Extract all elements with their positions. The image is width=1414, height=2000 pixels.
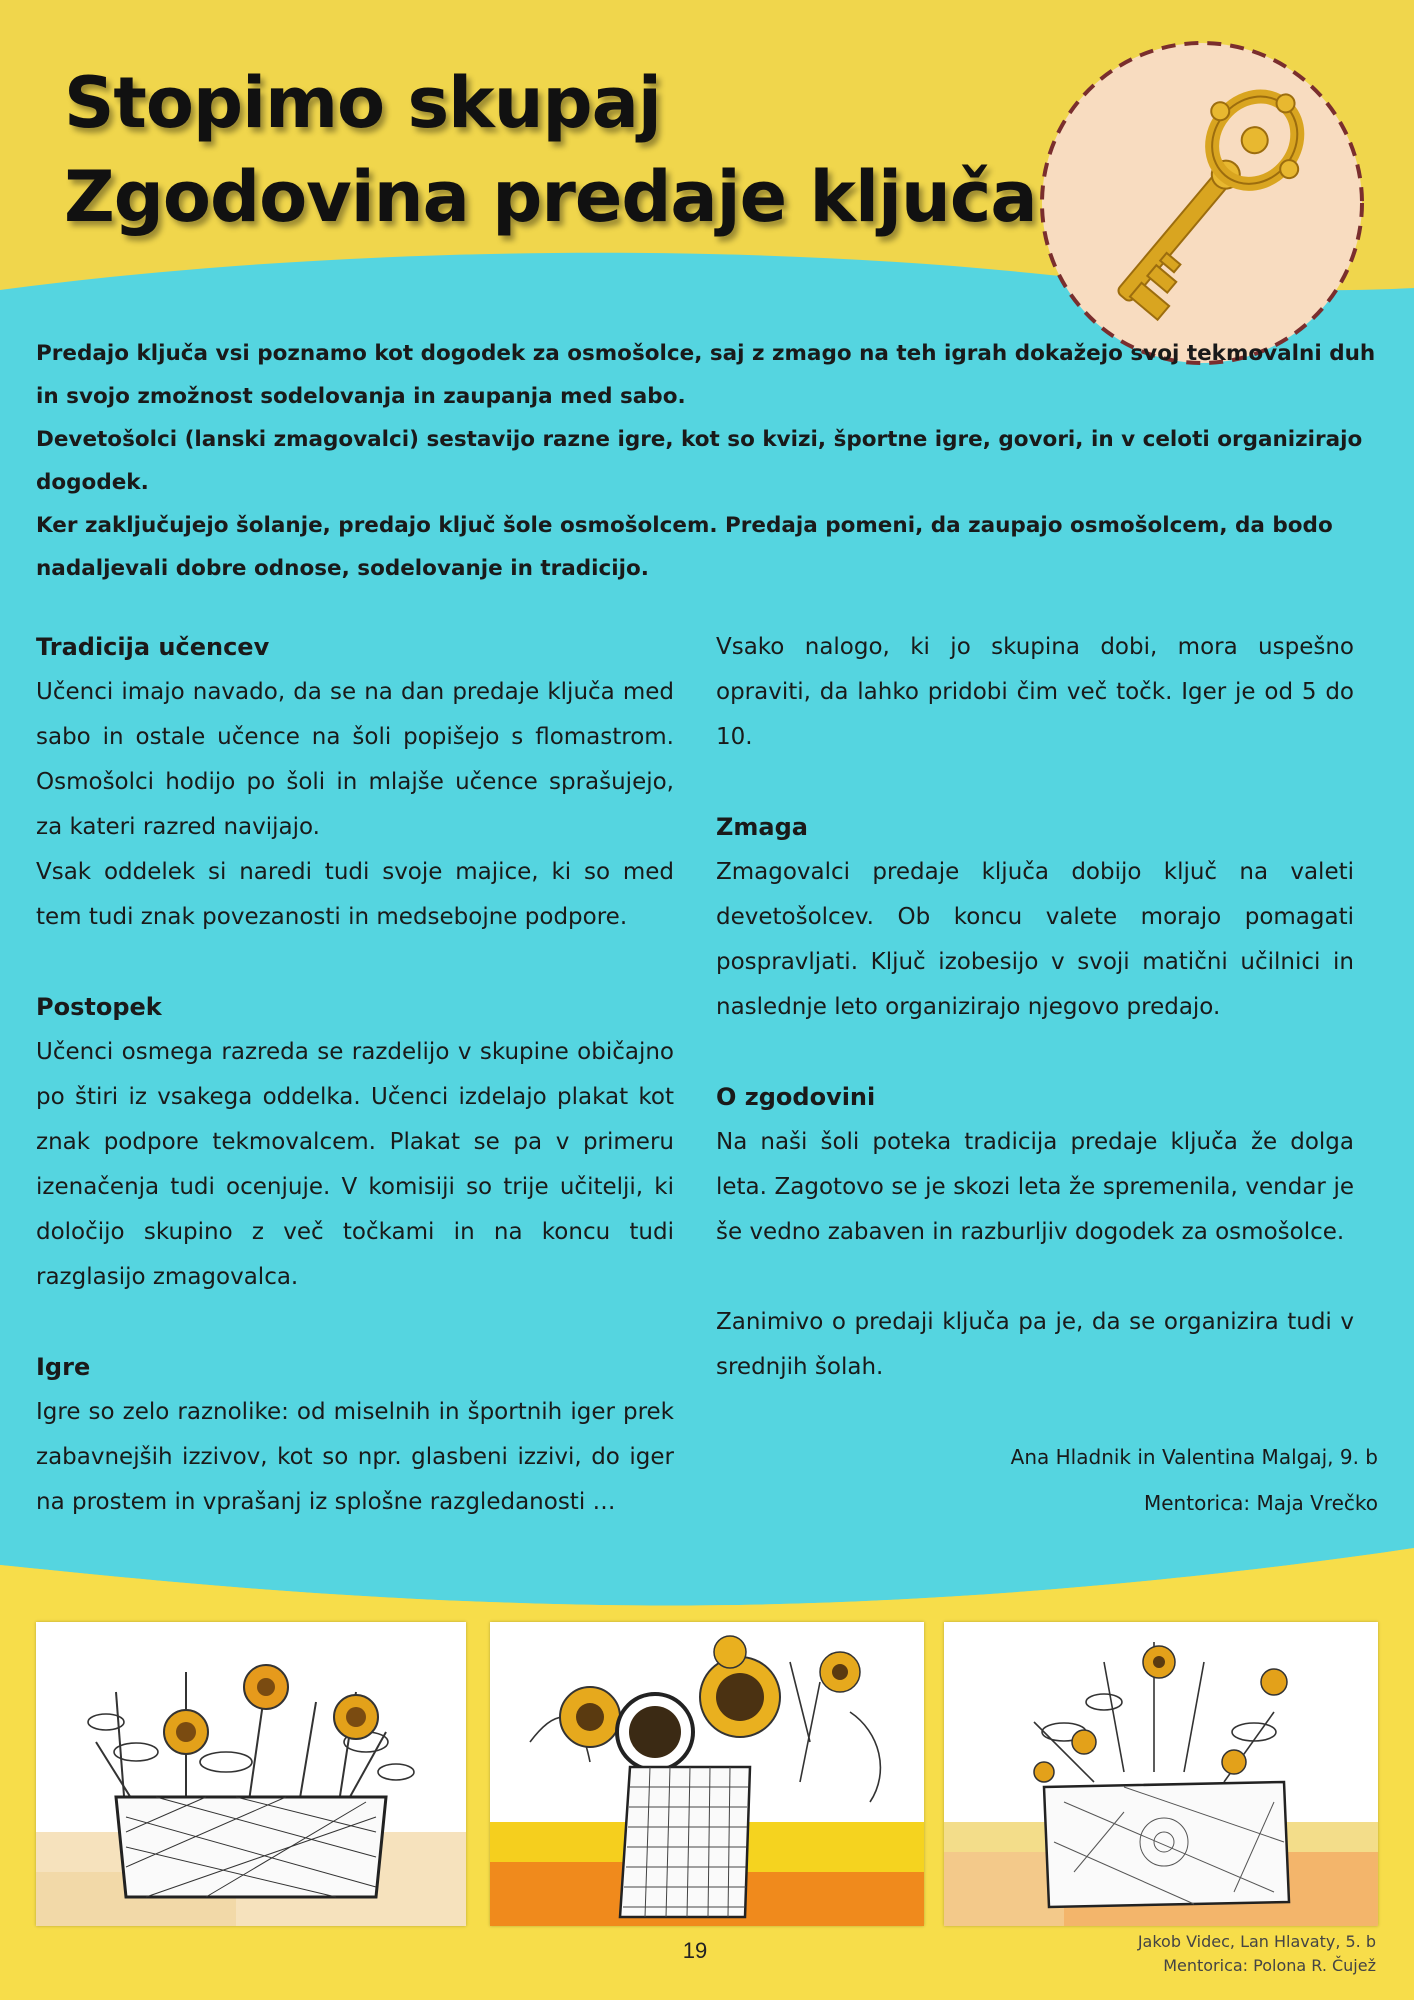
zgodovina-paragraph-1: Na naši šoli poteka tradicija predaje ključa že dolga leta. Zagotovo se je skozi leta že spremenila, vendar je še vedno zabaven in razburljiv dogodek za osmošolce.	[716, 1129, 1354, 1245]
drawing-2-image	[490, 1622, 924, 1926]
key-icon	[1039, 40, 1365, 366]
intro-paragraph-3: Ker zaključujejo šolanje, predajo ključ šole osmošolcem. Predaja pomeni, da zaupajo osmošolcem, da bodo nadaljevali dobre odnose, sodelovanje in tradicijo.	[36, 513, 1333, 581]
section-heading-igre: Igre	[36, 1353, 91, 1381]
page-number: 19	[682, 1938, 708, 1963]
section-heading-zgodovina: O zgodovini	[716, 1083, 876, 1111]
key-badge	[1039, 40, 1365, 366]
title-line-1: Stopimo skupaj	[64, 62, 661, 144]
section-heading-zmaga: Zmaga	[716, 813, 808, 841]
igre-paragraph: Igre so zelo raznolike: od miselnih in športnih iger prek zabavnejših izzivov, kot so npr. glasbeni izzivi, do iger na prostem in vprašanj iz splošne razgledanosti …	[36, 1399, 674, 1515]
drawing-authors: Jakob Videc, Lan Hlavaty, 5. b	[1137, 1932, 1376, 1951]
right-column	[716, 625, 1354, 1390]
zmaga-paragraph: Zmagovalci predaje ključa dobijo ključ na valeti devetošolcev. Ob koncu valete morajo pomagati pospravljati. Ključ izobesijo v svoji matični učilnici in naslednje leto organizirajo njegovo predajo.	[716, 859, 1354, 1020]
drawing-3-image	[944, 1622, 1378, 1926]
section-heading-postopek: Postopek	[36, 993, 162, 1021]
article-credits	[716, 1434, 1378, 1526]
drawing-mentor: Mentorica: Polona R. Čujež	[1163, 1956, 1376, 1975]
intro-paragraph-1: Predajo ključa vsi poznamo kot dogodek za osmošolce, saj z zmago na teh igrah dokažejo svoj tekmovalni duh in svojo zmožnost sodelovanja in zaupanja med sabo.	[36, 341, 1376, 409]
igre-continued-paragraph: Vsako nalogo, ki jo skupina dobi, mora uspešno opraviti, da lahko pridobi čim več točk. Iger je od 5 do 10.	[716, 634, 1354, 750]
page-title	[64, 56, 1037, 244]
drawing-credits	[1000, 1930, 1376, 1978]
tradicija-paragraph-2: Vsak oddelek si naredi tudi svoje majice, ki so med tem tudi znak povezanosti in medsebojne podpore.	[36, 859, 674, 930]
authors-credit: Ana Hladnik in Valentina Malgaj, 9. b	[1010, 1445, 1378, 1469]
postopek-paragraph: Učenci osmega razreda se razdelijo v skupine običajno po štiri iz vsakega oddelka. Učenci izdelajo plakat kot znak podpore tekmovalcem. Plakat se pa v primeru izenačenja tudi ocenjuje. V komisiji so trije učitelji, ki določijo skupino z več točkami in na koncu tudi razglasijo zmagovalca.	[36, 1039, 674, 1290]
title-line-2: Zgodovina predaje ključa	[64, 156, 1037, 238]
tradicija-paragraph-1: Učenci imajo navado, da se na dan predaje ključa med sabo in ostale učence na šoli popišejo s flomastrom. Osmošolci hodijo po šoli in mlajše učence sprašujejo, za kateri razred navijajo.	[36, 679, 674, 840]
section-heading-tradicija: Tradicija učencev	[36, 633, 270, 661]
zgodovina-paragraph-2: Zanimivo o predaji ključa pa je, da se organizira tudi v srednjih šolah.	[716, 1309, 1354, 1380]
intro-text	[36, 332, 1386, 590]
mentor-credit: Mentorica: Maja Vrečko	[1144, 1491, 1378, 1515]
drawing-1-image	[36, 1622, 466, 1926]
left-column	[36, 625, 674, 1525]
intro-paragraph-2: Devetošolci (lanski zmagovalci) sestavijo razne igre, kot so kvizi, športne igre, govori, in v celoti organizirajo dogodek.	[36, 427, 1363, 495]
